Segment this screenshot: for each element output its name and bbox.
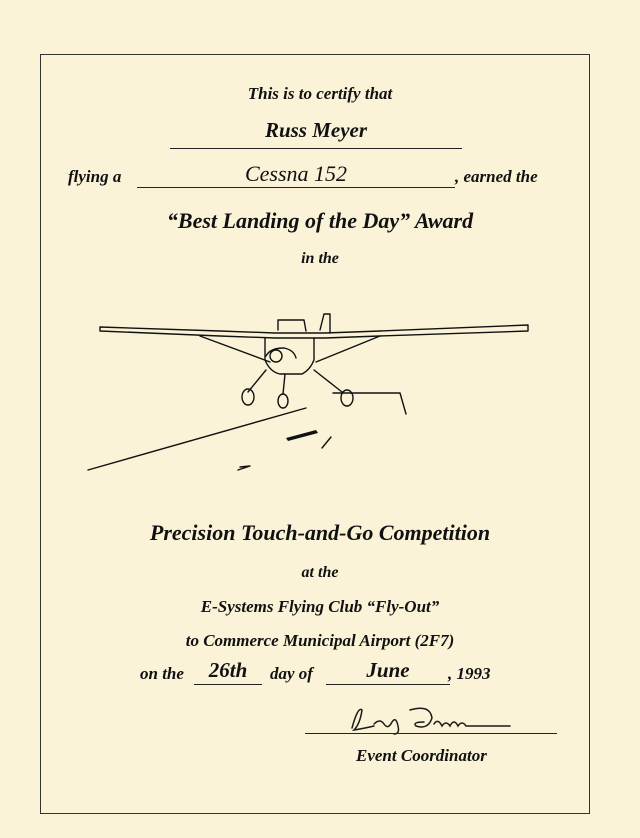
day-of-label: day of (270, 664, 313, 683)
recipient-blank (170, 148, 462, 149)
day-value: 26th (208, 658, 248, 682)
recipient-name: Russ Meyer (264, 118, 368, 142)
signature-line (305, 733, 557, 734)
day-blank (194, 684, 262, 685)
on-the-label: on the (140, 664, 184, 683)
coordinator-title: Event Coordinator (356, 746, 487, 765)
club-line: E-Systems Flying Club “Fly-Out” (200, 597, 440, 616)
aircraft-name: Cessna 152 (244, 161, 348, 186)
year-value: , 1993 (448, 664, 491, 683)
award-title: “Best Landing of the Day” Award (166, 208, 474, 233)
flying-a-label: flying a (68, 167, 122, 186)
at-the-label: at the (301, 564, 339, 581)
aircraft-blank (137, 187, 455, 188)
airplane-illustration (80, 300, 540, 480)
earned-the-label: , earned the (455, 167, 538, 186)
coordinator-signature (340, 700, 520, 736)
certify-line: This is to certify that (247, 84, 393, 103)
month-value: June (366, 658, 410, 682)
competition-title: Precision Touch-and-Go Competition (149, 520, 491, 545)
in-the-label: in the (301, 250, 339, 267)
month-blank (326, 684, 450, 685)
airport-line: to Commerce Municipal Airport (2F7) (185, 631, 455, 650)
